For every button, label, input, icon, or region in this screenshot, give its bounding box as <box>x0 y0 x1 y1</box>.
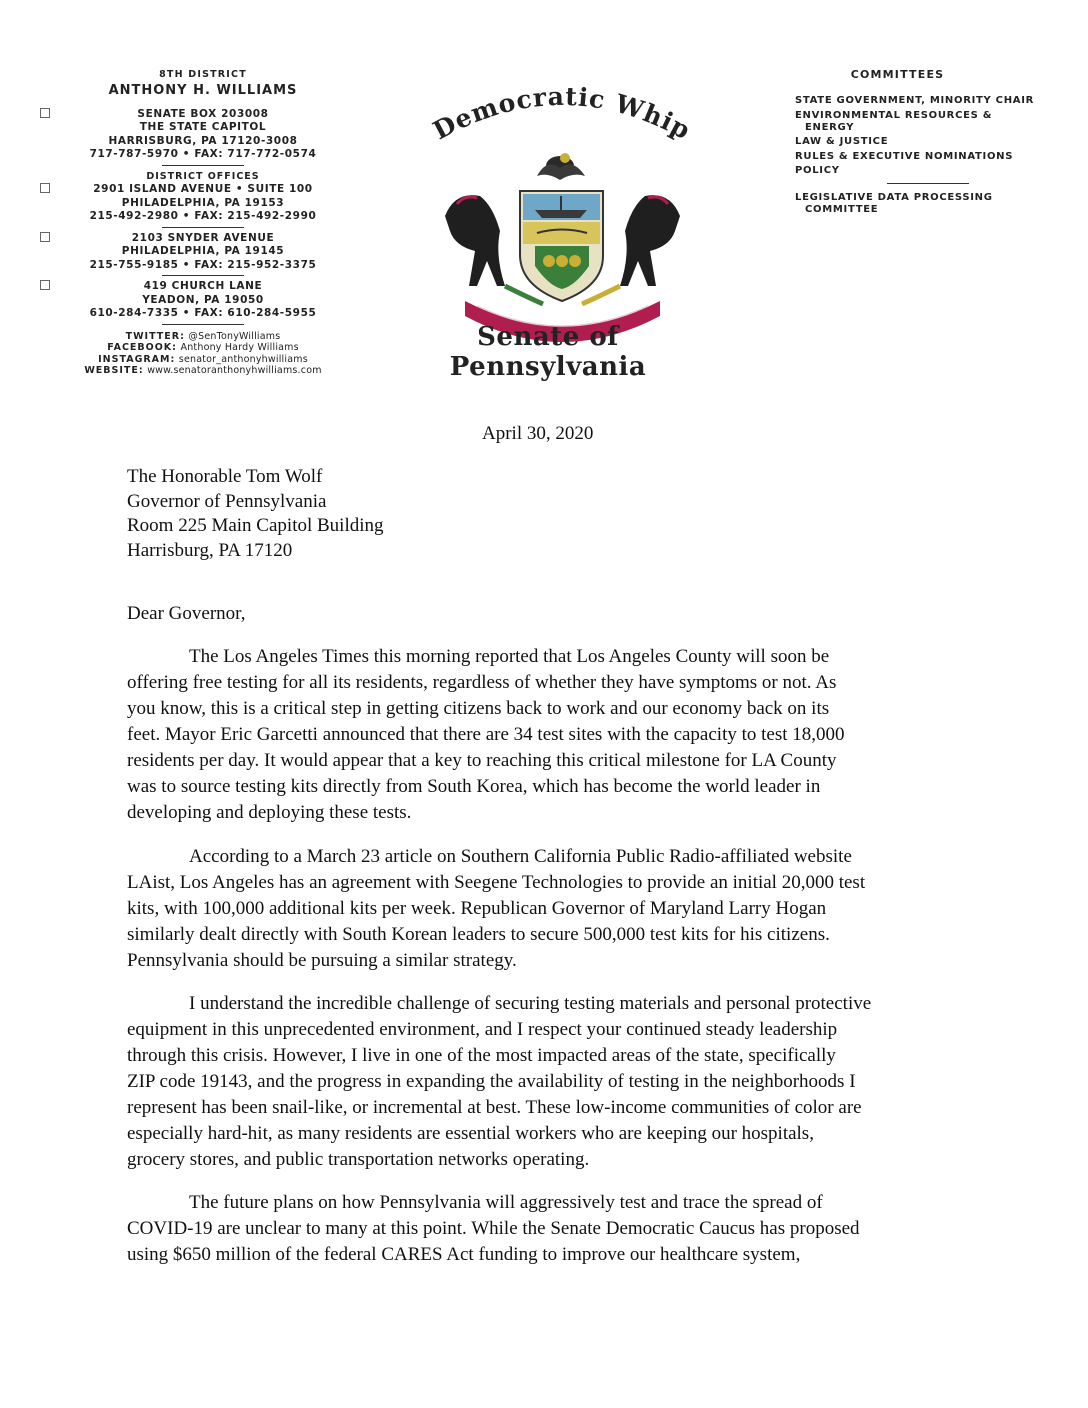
address-line: Governor of Pennsylvania <box>127 490 327 512</box>
senate-title: Senate of Pennsylvania <box>449 322 647 382</box>
phone-line: 215-755-9185 • FAX: 215-952-3375 <box>89 258 317 271</box>
committees-block <box>795 68 1065 219</box>
committee-item: ENVIRONMENTAL RESOURCES & ENERGY <box>795 109 993 133</box>
committee-item: POLICY <box>795 165 840 176</box>
committee-item: LEGISLATIVE DATA PROCESSING COMMITTEE <box>795 192 993 215</box>
district-label: 8TH DISTRICT <box>159 69 247 80</box>
checkbox-capitol-office[interactable] <box>40 108 50 118</box>
address-line: HARRISBURG, PA 17120-3008 <box>108 134 298 147</box>
address-line: 2901 ISLAND AVENUE • SUITE 100 <box>93 183 313 195</box>
twitter-handle[interactable]: @SenTonyWilliams <box>188 330 281 342</box>
district-office-3 <box>60 280 346 321</box>
checkbox-snyder-avenue-office[interactable] <box>40 232 50 242</box>
facebook-handle[interactable]: Anthony Hardy Williams <box>180 342 299 353</box>
district-offices-label: DISTRICT OFFICES <box>146 170 260 182</box>
divider <box>162 227 244 228</box>
divider <box>887 183 969 184</box>
paragraph-2: According to a March 23 article on Southern California Public Radio-affiliated website LAist, Los Angeles has an agreement with Seegene Technologies to provide an initial 20,000 test kits, with 100,000 additional kits per week. Republican Governor of Maryland Larry Hogan similarly dealt directly with South Korean leaders to secure 500,000 test kits for his citizens. Pennsylvania should be pursuing a similar strategy. <box>127 846 866 971</box>
checkbox-island-avenue-office[interactable] <box>40 183 50 193</box>
phone-line: 717-787-5970 • FAX: 717-772-0574 <box>89 148 317 160</box>
paragraph-4: The future plans on how Pennsylvania will aggressively test and trace the spread of COVID-19 are unclear to many at this point. While the Senate Democratic Caucus has proposed using $650 million of the federal CARES Act funding to improve our healthcare system, <box>127 1192 860 1265</box>
divider <box>162 275 244 276</box>
address-line: Harrisburg, PA 17120 <box>127 539 293 561</box>
facebook-line: FACEBOOK: Anthony Hardy Williams <box>107 342 299 353</box>
letter-date: April 30, 2020 <box>482 423 594 444</box>
paragraph-1: The Los Angeles Times this morning reported that Los Angeles County will soon be offering free testing for all its residents, regardless of whether they have symptoms or not. As you know, this is a critical step in getting citizens back to work and our economy back on its feet. Mayor Eric Garcetti announced that there are 34 test sites with the capacity to test 18,000 residents per day. It would appear that a key to reaching this critical milestone for LA County was to source testing kits directly from South Korea, which has become the world leader in developing and deploying these tests. <box>127 646 845 823</box>
divider <box>162 165 244 166</box>
committee-item: STATE GOVERNMENT, MINORITY CHAIR <box>795 95 1035 106</box>
divider <box>162 324 244 325</box>
address-line: Room 225 Main Capitol Building <box>127 515 384 536</box>
instagram-handle[interactable]: senator_anthonyhwilliams <box>178 353 308 365</box>
salutation: Dear Governor, <box>127 603 246 624</box>
address-line: THE STATE CAPITOL <box>139 121 267 133</box>
address-line: 419 CHURCH LANE <box>143 280 263 292</box>
phone-line: 215-492-2980 • FAX: 215-492-2990 <box>89 210 317 222</box>
address-line: YEADON, PA 19050 <box>142 293 264 306</box>
address-line: 2103 SNYDER AVENUE <box>131 231 275 244</box>
instagram-line: INSTAGRAM: senator_anthonyhwilliams <box>98 353 308 365</box>
address-line: The Honorable Tom Wolf <box>127 466 323 487</box>
committees-heading: COMMITTEES <box>850 68 945 81</box>
recipient-address <box>127 465 384 563</box>
district-office-1 <box>60 183 346 224</box>
checkbox-church-lane-office[interactable] <box>40 280 50 290</box>
senator-name: ANTHONY H. WILLIAMS <box>108 82 298 98</box>
paragraph-3: I understand the incredible challenge of securing testing materials and personal protective equipment in this unprecedented environment, and I respect your continued steady leadership through this crisis. However, I live in one of the most impacted areas of the state, specifically ZIP code 19143, and the progress in expanding the availability of testing in the neighborhoods I represent has been snail-like, or incremental at best. These low-income communities of color are especially hard-hit, as many residents are essential workers who are keeping our hospitals, grocery stores, and public transportation networks operating. <box>127 993 872 1170</box>
social-links <box>60 331 346 377</box>
website-line: WEBSITE: www.senatoranthonyhwilliams.com <box>84 365 322 376</box>
committee-item: RULES & EXECUTIVE NOMINATIONS <box>795 150 1014 162</box>
committee-item: LAW & JUSTICE <box>795 136 889 147</box>
address-line: PHILADELPHIA, PA 19145 <box>121 245 285 257</box>
capitol-office <box>60 108 346 162</box>
svg-text:Democratic Whip: Democratic Whip <box>428 81 696 146</box>
district-office-2 <box>60 232 346 273</box>
website-link[interactable]: www.senatoranthonyhwilliams.com <box>147 365 322 376</box>
twitter-line: TWITTER: @SenTonyWilliams <box>125 330 281 342</box>
address-line: SENATE BOX 203008 <box>137 107 269 120</box>
office-info-block <box>60 68 346 377</box>
address-line: PHILADELPHIA, PA 19153 <box>121 196 285 209</box>
phone-line: 610-284-7335 • FAX: 610-284-5955 <box>89 307 317 319</box>
